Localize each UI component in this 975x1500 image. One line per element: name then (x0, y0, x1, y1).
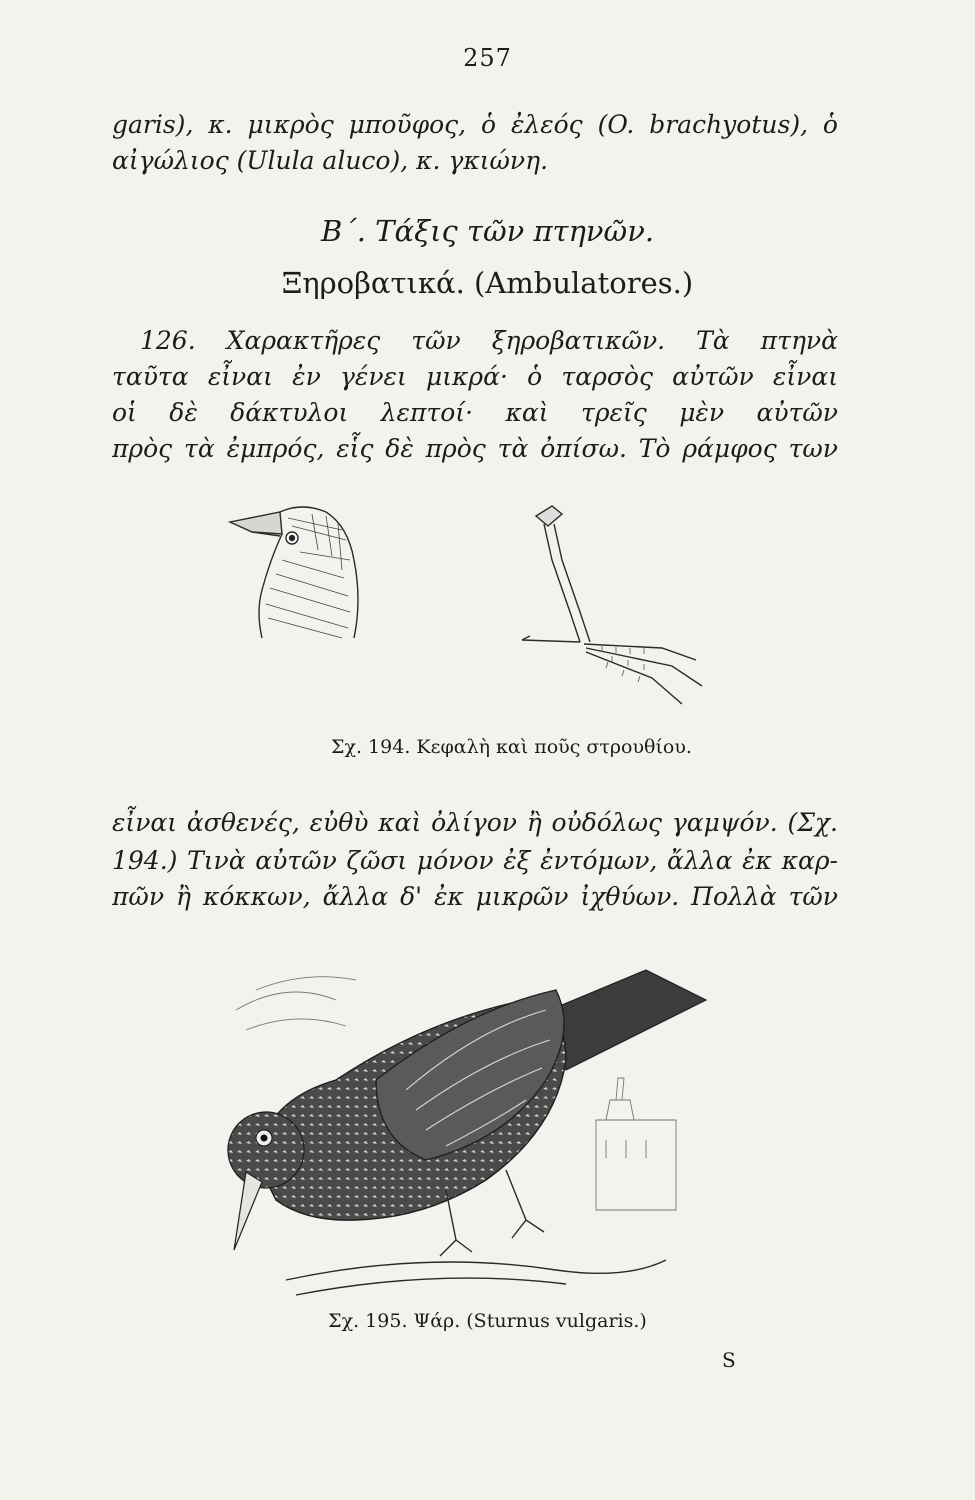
paragraph-cont-line-2: 194.) Τινὰ αὐτῶν ζῶσι μόνον ἐξ ἐντόμων, ἄλλα ἐκ καρ- (112, 846, 838, 875)
paragraph-cont-line-1: εἶναι ἀσθενές, εὐθὺ καὶ ὀλίγον ἢ οὐδόλως γαμψόν. (Σχ. (112, 808, 838, 837)
intro-line-1: garis), κ. μικρὸς μποῦφος, ὁ ἐλεός (O. brachyotus), ὁ (112, 110, 838, 139)
paragraph-126-line-1: 126. Χαρακτῆρες τῶν ξηροβατικῶν. Τὰ πτηνὰ (140, 326, 838, 355)
paragraph-126-line-4: πρὸς τὰ ἐμπρός, εἷς δὲ πρὸς τὰ ὀπίσω. Τὸ ράμφος των (112, 434, 838, 463)
intro-line-2: αἰγώλιος (Ulula aluco), κ. γκιώνη. (112, 146, 549, 175)
sparrow-head-illustration (222, 500, 372, 640)
paragraph-126-line-2: ταῦτα εἶναι ἐν γένει μικρά· ὁ ταρσὸς αὐτῶν εἶναι (112, 362, 838, 391)
figure-195-caption: Σχ. 195. Ψάρ. (Sturnus vulgaris.) (328, 1310, 647, 1332)
figure-194-caption: Σχ. 194. Κεφαλὴ καὶ ποῦς στρουθίου. (331, 736, 692, 758)
paragraph-cont-line-3: πῶν ἢ κόκκων, ἄλλα δ' ἐκ μικρῶν ἰχθύων. Πολλὰ τῶν (112, 882, 838, 911)
signature-mark: S (722, 1348, 736, 1372)
page-number: 257 (463, 44, 512, 72)
sparrow-foot-illustration (512, 500, 712, 710)
starling-illustration (226, 950, 716, 1300)
section-heading: Β΄. Τάξις τῶν πτηνῶν. (320, 214, 655, 248)
order-heading: Ξηροβατικά. (Ambulatores.) (281, 266, 694, 300)
paragraph-126-line-3: οἱ δὲ δάκτυλοι λεπτοί· καὶ τρεῖς μὲν αὐτῶν (112, 398, 838, 427)
